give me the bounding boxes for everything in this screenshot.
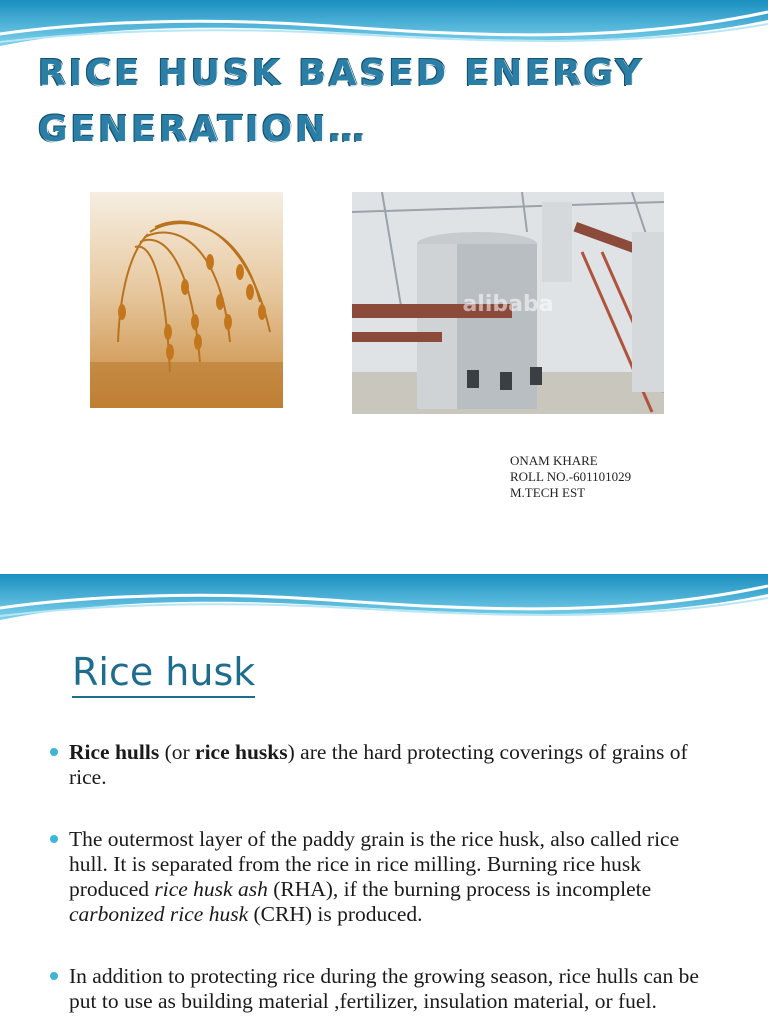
author-course: M.TECH EST bbox=[510, 485, 586, 500]
bullet-item: In addition to protecting rice during the growing season, rice hulls can be put to use as building material ,fertilizer, insulation material, or fuel. bbox=[50, 964, 720, 1014]
gasifier-plant-image bbox=[352, 192, 664, 414]
author-name: ONAM KHARE bbox=[510, 453, 598, 468]
bullet-item: The outermost layer of the paddy grain is the rice husk, also called rice hull. It is separated from the rice in rice milling. Burning rice husk produced rice husk ash (RHA), if the burning process is incomplete carbonized rice husk (CRH) is produced. bbox=[50, 827, 720, 927]
watermark: alibaba bbox=[462, 292, 554, 317]
rice-plant-image bbox=[90, 192, 283, 408]
author-roll: ROLL NO.-601101029 bbox=[510, 469, 632, 484]
bullet-item: Rice hulls (or rice husks) are the hard protecting coverings of grains of rice. bbox=[50, 740, 720, 790]
slide-title: RICE HUSK BASED ENERGY GENERATION… bbox=[38, 53, 645, 150]
author-block bbox=[510, 453, 631, 501]
slide-2 bbox=[0, 574, 768, 1024]
slide-title: Rice husk bbox=[72, 650, 255, 694]
bullet-list bbox=[50, 740, 720, 1024]
wave-header bbox=[0, 574, 768, 634]
